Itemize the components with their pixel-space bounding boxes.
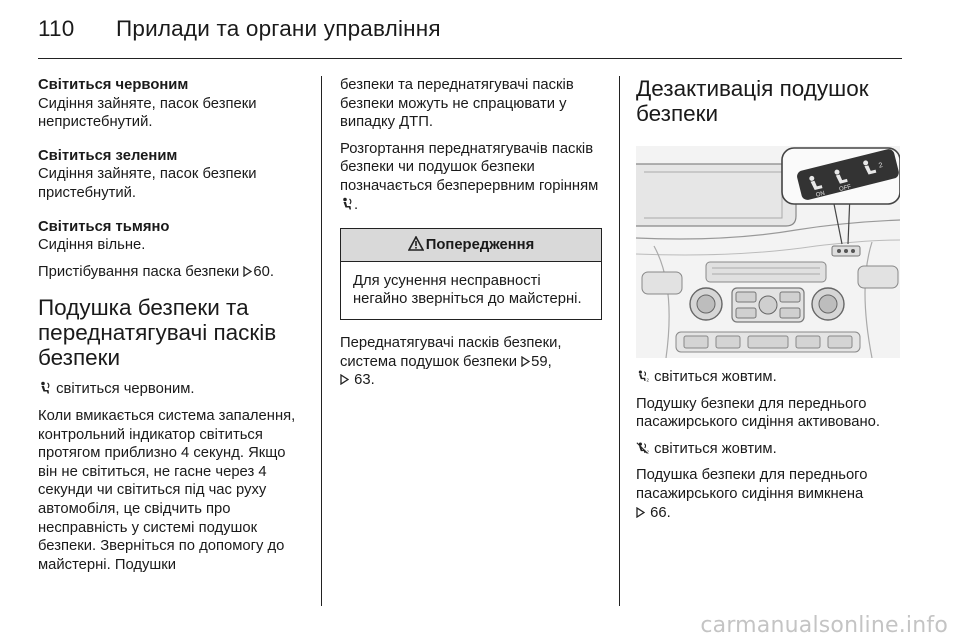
green-heading: Світиться зеленим	[38, 147, 178, 164]
red-heading: Світиться червоним	[38, 77, 189, 93]
column-divider	[321, 76, 322, 606]
after-warning-text: Переднатягувачі пасків безпеки, система подушок безпеки	[340, 334, 562, 370]
airbag-on-text: Подушку безпеки для переднього пасажирського сидіння активовано.	[636, 395, 880, 431]
dim-heading: Світиться тьмяно	[38, 218, 170, 235]
dashboard-illustration	[636, 146, 900, 358]
page-number: 110	[38, 16, 75, 41]
warning-box	[340, 228, 602, 320]
header-rule	[38, 58, 902, 59]
watermark: carmanualsonline.info	[700, 613, 948, 638]
airbag-red-line	[38, 380, 306, 399]
figure-on-label: ON	[815, 190, 826, 199]
column-2	[340, 76, 602, 390]
svg-text:2: 2	[646, 377, 649, 383]
page-header	[38, 16, 441, 42]
airbag-on-line	[636, 368, 906, 387]
seatbelt-fit-line	[38, 263, 306, 282]
airbag-on-icon	[636, 369, 650, 383]
warning-text: Для усунення несправності негайно зверніться до майстерні.	[353, 272, 582, 308]
airbag-warning-icon	[340, 197, 354, 211]
continued-text: безпеки та переднатягувачі пасків безпеки можуть не спрацювати у випадку ДТП.	[340, 77, 574, 131]
airbag-body-text: Коли вмикається система запалення, контрольний індикатор світиться протягом приблизно 4 секунд. Якщо він не світиться, не гасне через 4 секунди чи світиться під час руху автомобіля, це свідчить про несправність у системі подушок безпеки. Зверніться по допомогу до майстерні. Подушки	[38, 407, 296, 573]
airbag-off-icon-text: світиться жовтим.	[654, 440, 777, 457]
svg-text:2: 2	[878, 161, 884, 170]
airbag-section-title: Подушка безпеки та переднатягувачі пасків безпеки	[38, 295, 277, 371]
page-title: Прилади та органи управління	[116, 16, 441, 41]
airbag-off-ref: 66.	[650, 504, 671, 521]
cross-reference-icon	[340, 374, 349, 385]
column-divider	[619, 76, 620, 606]
airbag-off-text: Подушка безпеки для переднього пасажирського сидіння вимкнена	[636, 467, 868, 502]
airbag-on-icon-text: світиться жовтим.	[654, 369, 777, 385]
cross-reference-icon	[243, 266, 252, 277]
warning-header	[341, 229, 601, 262]
svg-text:2: 2	[646, 449, 649, 455]
seatbelt-fit-ref: 60.	[253, 263, 274, 280]
green-text: Сидіння зайняте, пасок безпеки пристебнутий.	[38, 166, 257, 201]
warning-triangle-icon	[408, 236, 424, 251]
after-warning-line: Переднатягувачі пасків безпеки, система подушок безпеки 59, 63.	[340, 334, 562, 389]
deactivation-section-title: Дезактивація подушок безпеки	[636, 76, 869, 126]
cross-reference-icon	[521, 356, 530, 367]
airbag-off-line	[636, 440, 906, 459]
airbag-red-text: світиться червоним.	[56, 381, 195, 398]
dashboard-figure	[636, 146, 900, 358]
cross-reference-icon	[636, 507, 645, 518]
dim-text: Сидіння вільне.	[38, 237, 146, 254]
red-text: Сидіння зайняте, пасок безпеки непристебнутий.	[38, 95, 257, 131]
column-1	[38, 76, 306, 574]
airbag-warning-icon	[38, 381, 52, 395]
warning-title: Попередження	[425, 237, 535, 254]
airbag-off-ref-line	[636, 504, 906, 523]
figure-off-label: OFF	[838, 184, 852, 193]
airbag-off-icon	[636, 441, 650, 455]
seatbelt-fit-text: Пристібування паска безпеки	[38, 263, 240, 280]
deploy-text: Розгортання переднатягувачів пасків безпеки чи подушок безпеки позначається безперервним горінням	[340, 140, 599, 194]
column-3	[636, 76, 906, 522]
deploy-line: Розгортання переднатягувачів пасків безпеки чи подушок безпеки позначається безперервним горінням .	[340, 140, 599, 213]
